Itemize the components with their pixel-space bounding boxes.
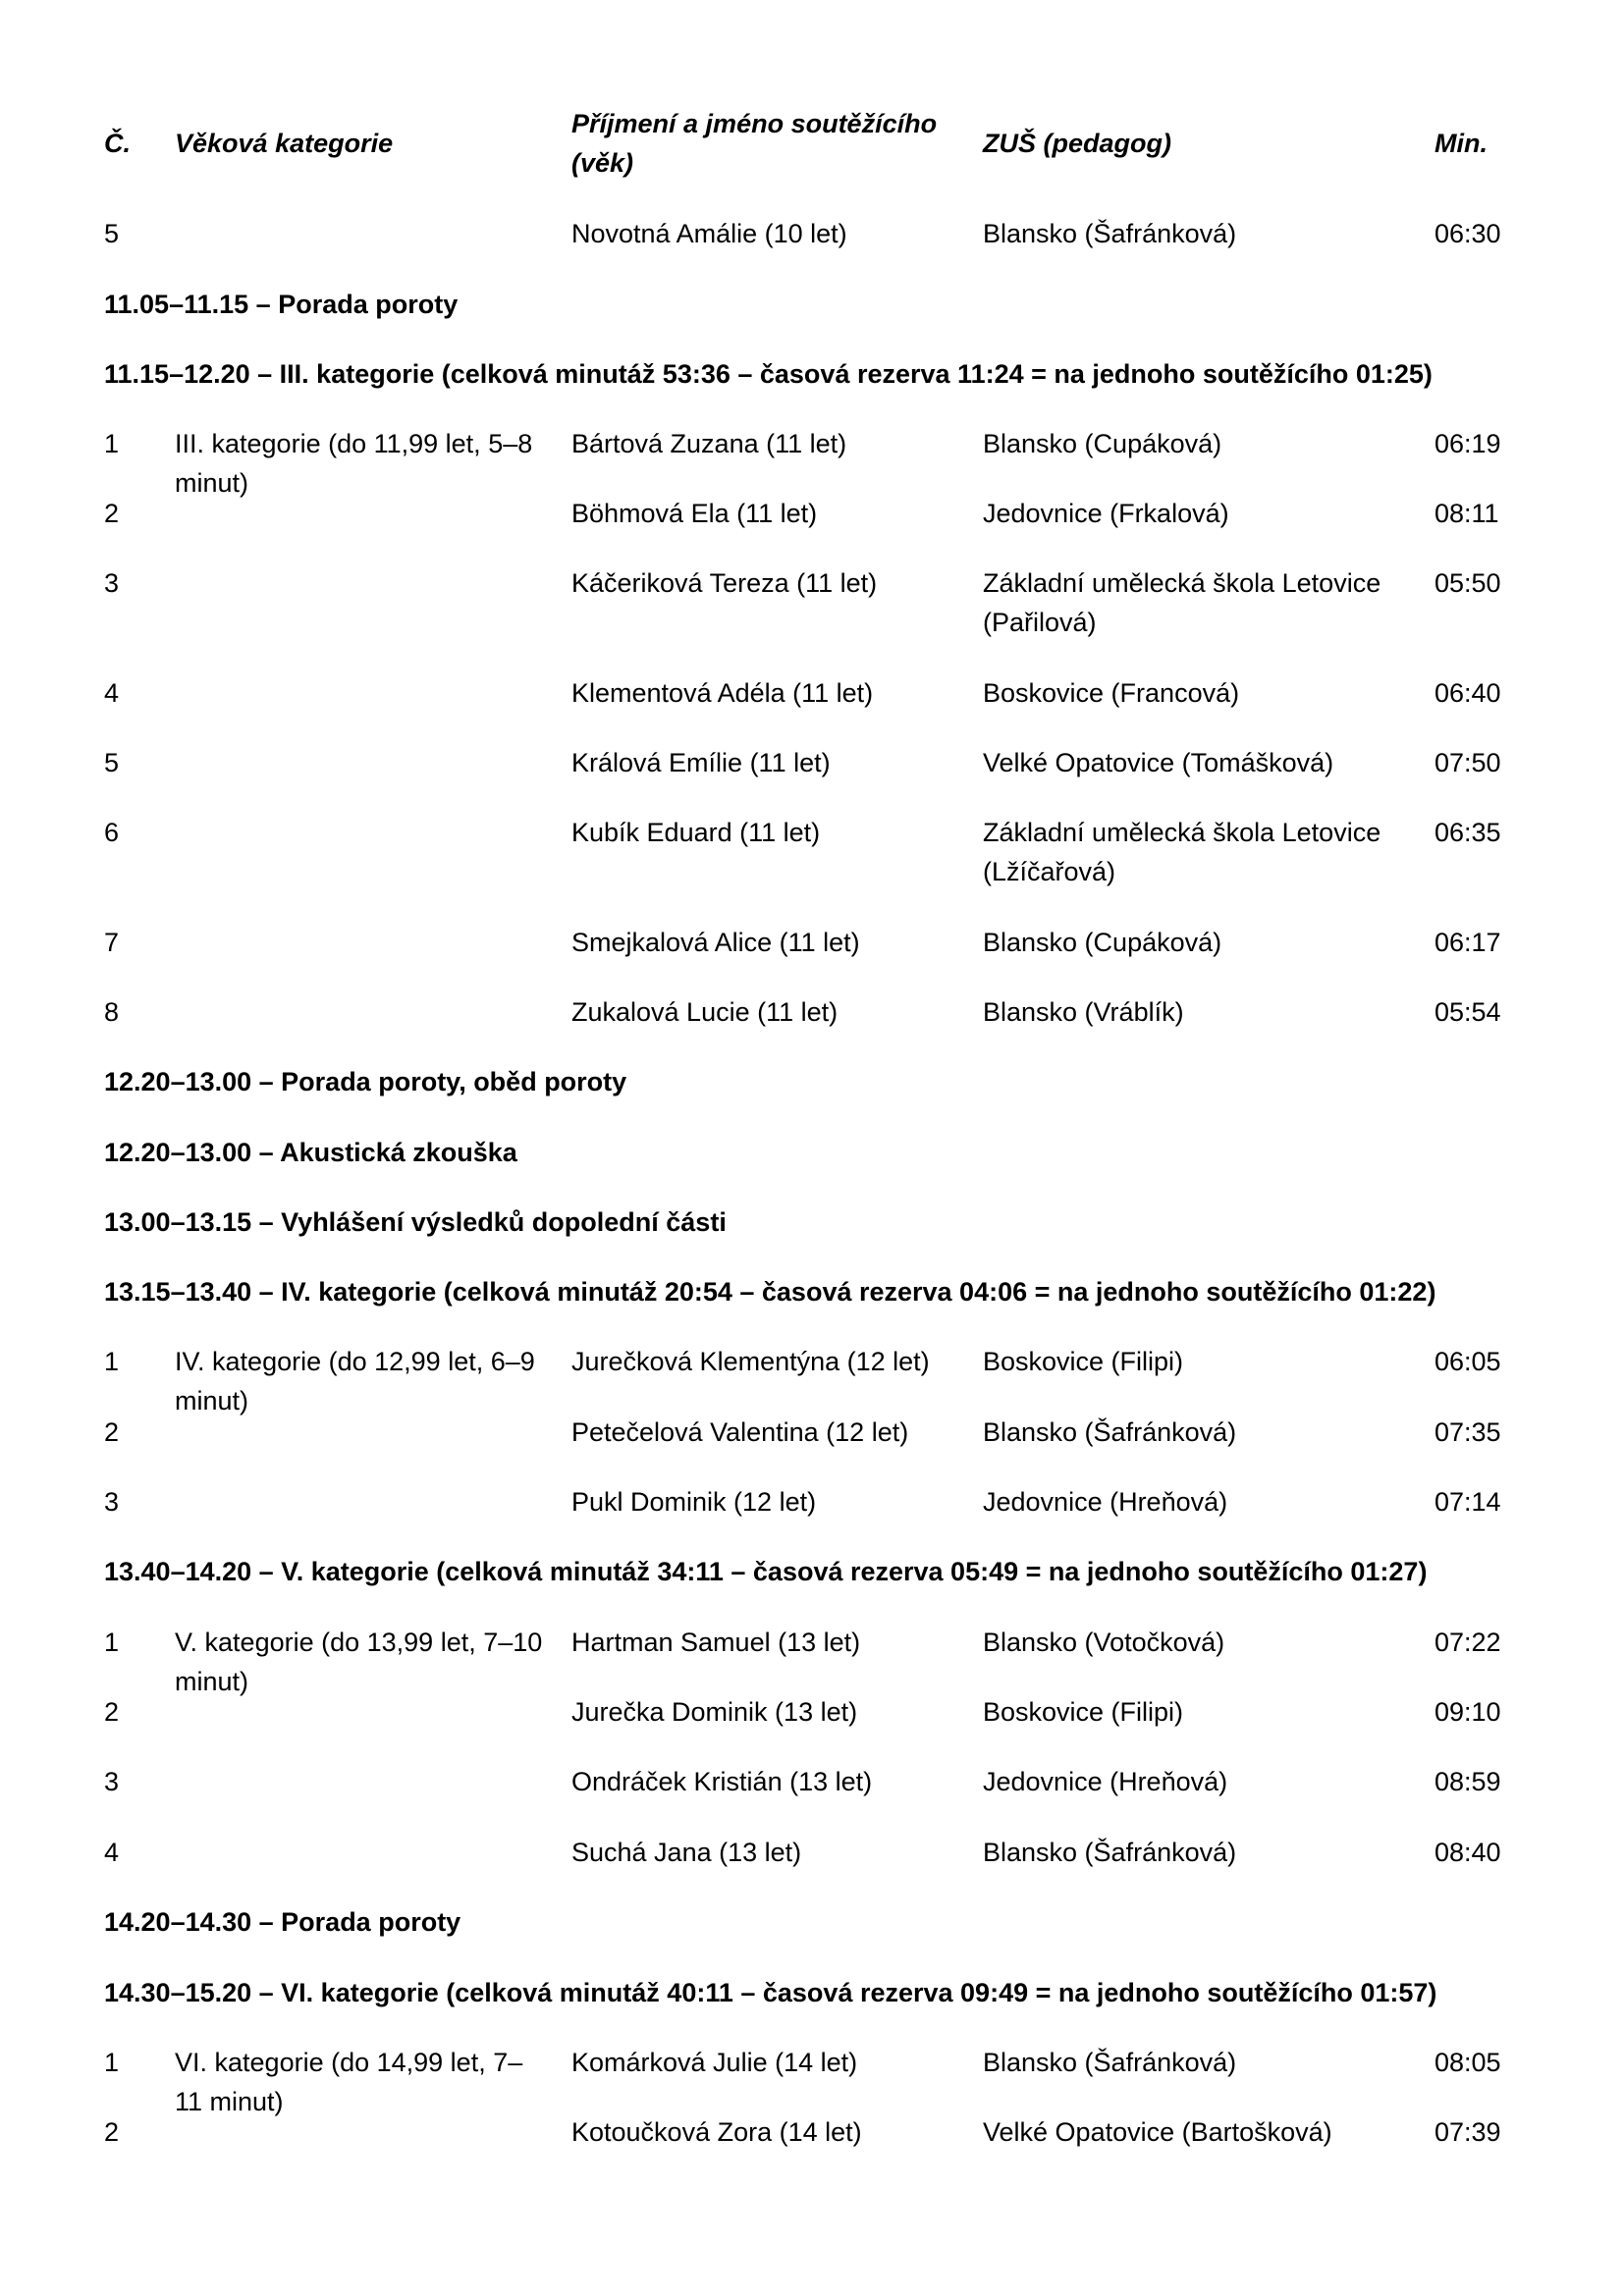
row-contestant: Pukl Dominik (12 let) xyxy=(571,1487,817,1517)
row-minutes: 06:30 xyxy=(1435,219,1501,248)
row-school: Blansko (Šafránková) xyxy=(983,219,1237,248)
header-contestant: Příjmení a jméno soutěžícího (věk) xyxy=(571,109,938,178)
row-school: Blansko (Cupáková) xyxy=(983,928,1222,957)
row-contestant: Jurečková Klementýna (12 let) xyxy=(571,1347,930,1376)
row-minutes: 05:54 xyxy=(1435,997,1501,1027)
section-heading: 14.30–15.20 – VI. kategorie (celková minutáž 40:11 – časová rezerva 09:49 = na jednoho soutěžícího 01:57) xyxy=(104,1978,1437,2007)
row-number: 8 xyxy=(104,997,120,1027)
row-minutes: 08:40 xyxy=(1435,1838,1501,1867)
row-minutes: 06:19 xyxy=(1435,429,1501,458)
row-school: Jedovnice (Hreňová) xyxy=(983,1767,1228,1796)
section-heading: 13.00–13.15 – Vyhlášení výsledků dopolední části xyxy=(104,1207,727,1237)
row-contestant: Petečelová Valentina (12 let) xyxy=(571,1417,909,1447)
row-school: Boskovice (Francová) xyxy=(983,678,1240,708)
row-contestant: Klementová Adéla (11 let) xyxy=(571,678,874,708)
row-contestant: Komárková Julie (14 let) xyxy=(571,2048,858,2077)
row-minutes: 07:22 xyxy=(1435,1628,1501,1657)
section-heading: 11.15–12.20 – III. kategorie (celková minutáž 53:36 – časová rezerva 11:24 = na jednoho soutěžícího 01:25) xyxy=(104,359,1433,389)
row-contestant: Bártová Zuzana (11 let) xyxy=(571,429,847,458)
section-heading: 12.20–13.00 – Porada poroty, oběd poroty xyxy=(104,1067,627,1096)
row-number: 4 xyxy=(104,678,120,708)
row-contestant: Ondráček Kristián (13 let) xyxy=(571,1767,873,1796)
row-school: Jedovnice (Hreňová) xyxy=(983,1487,1228,1517)
row-number: 2 xyxy=(104,1417,120,1447)
section-heading: 14.20–14.30 – Porada poroty xyxy=(104,1907,461,1937)
row-minutes: 06:05 xyxy=(1435,1347,1501,1376)
row-contestant: Králová Emílie (11 let) xyxy=(571,748,831,777)
row-contestant: Smejkalová Alice (11 let) xyxy=(571,928,860,957)
header-school: ZUŠ (pedagog) xyxy=(983,129,1171,158)
row-category: IV. kategorie (do 12,99 let, 6–9 minut) xyxy=(175,1347,535,1415)
row-contestant: Novotná Amálie (10 let) xyxy=(571,219,847,248)
section-heading: 13.40–14.20 – V. kategorie (celková minutáž 34:11 – časová rezerva 05:49 = na jednoho soutěžícího 01:27) xyxy=(104,1557,1428,1586)
row-school: Jedovnice (Frkalová) xyxy=(983,499,1229,528)
row-school: Blansko (Cupáková) xyxy=(983,429,1222,458)
row-minutes: 07:39 xyxy=(1435,2117,1501,2147)
row-number: 3 xyxy=(104,1487,120,1517)
row-number: 5 xyxy=(104,219,120,248)
row-minutes: 07:50 xyxy=(1435,748,1501,777)
row-minutes: 07:35 xyxy=(1435,1417,1501,1447)
row-contestant: Kubík Eduard (11 let) xyxy=(571,818,821,847)
row-minutes: 08:11 xyxy=(1435,499,1499,528)
row-contestant: Jurečka Dominik (13 let) xyxy=(571,1697,858,1727)
header-number: Č. xyxy=(104,129,131,158)
row-contestant: Káčeriková Tereza (11 let) xyxy=(571,568,878,598)
row-number: 6 xyxy=(104,818,120,847)
row-category: V. kategorie (do 13,99 let, 7–10 minut) xyxy=(175,1628,543,1696)
row-number: 1 xyxy=(104,429,120,458)
row-contestant: Zukalová Lucie (11 let) xyxy=(571,997,839,1027)
row-school: Velké Opatovice (Tomášková) xyxy=(983,748,1334,777)
row-category: III. kategorie (do 11,99 let, 5–8 minut) xyxy=(175,429,533,498)
row-number: 2 xyxy=(104,499,120,528)
row-school: Velké Opatovice (Bartošková) xyxy=(983,2117,1332,2147)
row-school: Boskovice (Filipi) xyxy=(983,1347,1184,1376)
row-school: Základní umělecká škola Letovice (Pařilová) xyxy=(983,568,1381,637)
row-minutes: 05:50 xyxy=(1435,568,1501,598)
section-heading: 12.20–13.00 – Akustická zkouška xyxy=(104,1138,517,1167)
row-number: 3 xyxy=(104,1767,120,1796)
row-contestant: Kotoučková Zora (14 let) xyxy=(571,2117,862,2147)
row-school: Blansko (Šafránková) xyxy=(983,1838,1237,1867)
row-school: Blansko (Vráblík) xyxy=(983,997,1184,1027)
row-number: 1 xyxy=(104,1628,120,1657)
row-number: 2 xyxy=(104,2117,120,2147)
row-number: 2 xyxy=(104,1697,120,1727)
row-minutes: 08:59 xyxy=(1435,1767,1501,1796)
row-school: Boskovice (Filipi) xyxy=(983,1697,1184,1727)
row-school: Blansko (Šafránková) xyxy=(983,1417,1237,1447)
row-minutes: 06:40 xyxy=(1435,678,1501,708)
section-heading: 11.05–11.15 – Porada poroty xyxy=(104,290,459,319)
row-number: 1 xyxy=(104,2048,120,2077)
row-minutes: 07:14 xyxy=(1435,1487,1501,1517)
row-category: VI. kategorie (do 14,99 let, 7–11 minut) xyxy=(175,2048,523,2116)
row-minutes: 06:17 xyxy=(1435,928,1501,957)
header-minutes: Min. xyxy=(1435,129,1488,158)
row-school: Blansko (Šafránková) xyxy=(983,2048,1237,2077)
row-contestant: Hartman Samuel (13 let) xyxy=(571,1628,861,1657)
row-number: 5 xyxy=(104,748,120,777)
row-contestant: Suchá Jana (13 let) xyxy=(571,1838,802,1867)
row-minutes: 06:35 xyxy=(1435,818,1501,847)
row-number: 4 xyxy=(104,1838,120,1867)
row-minutes: 09:10 xyxy=(1435,1697,1501,1727)
row-minutes: 08:05 xyxy=(1435,2048,1501,2077)
row-number: 7 xyxy=(104,928,120,957)
row-school: Blansko (Votočková) xyxy=(983,1628,1225,1657)
row-contestant: Böhmová Ela (11 let) xyxy=(571,499,818,528)
row-school: Základní umělecká škola Letovice (Lžíčařová) xyxy=(983,818,1381,886)
row-number: 1 xyxy=(104,1347,120,1376)
section-heading: 13.15–13.40 – IV. kategorie (celková minutáž 20:54 – časová rezerva 04:06 = na jednoho soutěžícího 01:22) xyxy=(104,1277,1436,1307)
header-category: Věková kategorie xyxy=(175,129,394,158)
row-number: 3 xyxy=(104,568,120,598)
